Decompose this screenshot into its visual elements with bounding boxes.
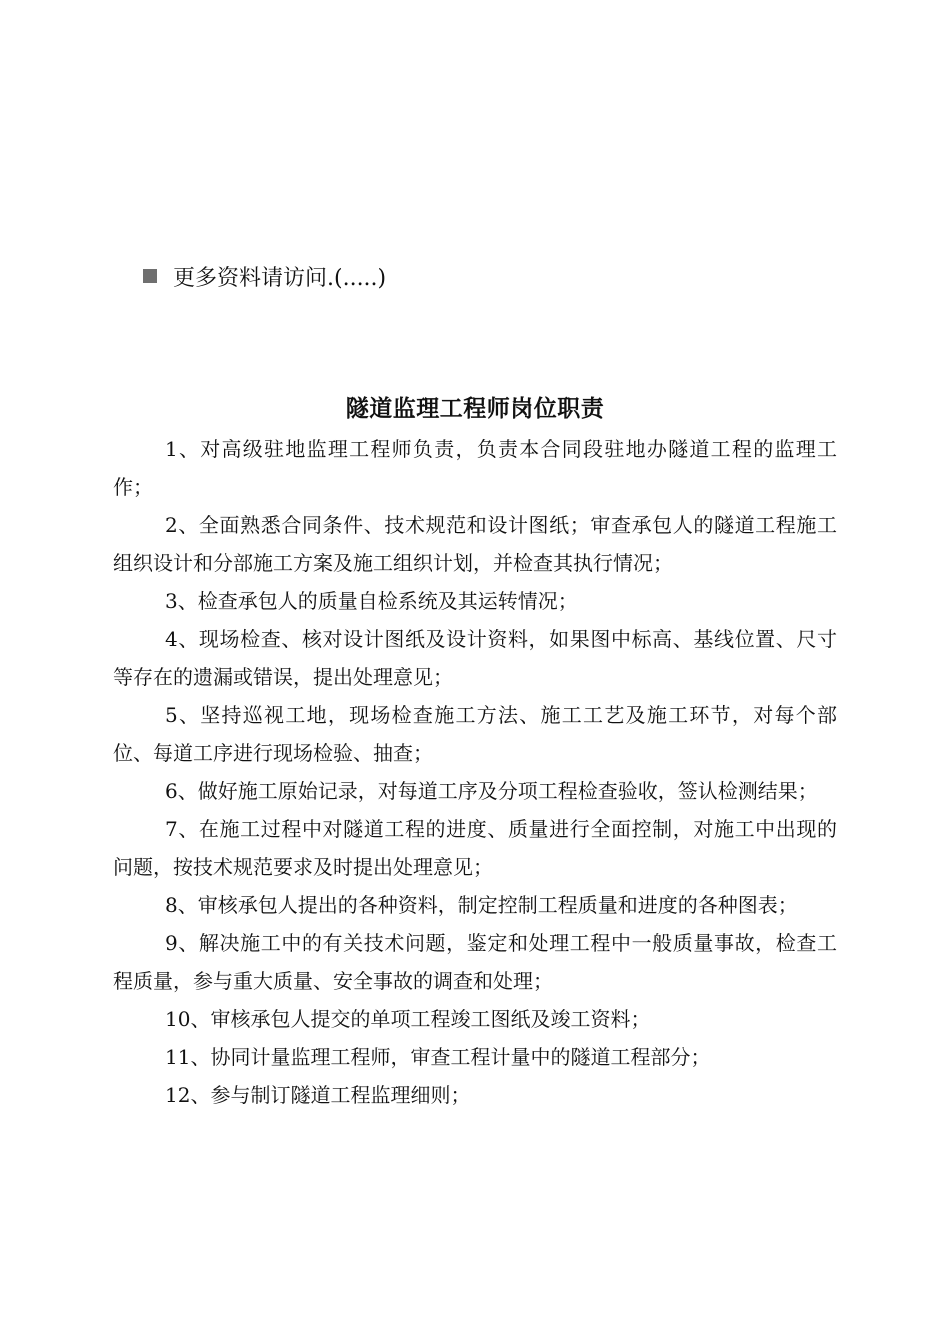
duty-item-11: 11、协同计量监理工程师，审查工程计量中的隧道工程部分； xyxy=(165,1045,711,1069)
more-info-text: 更多资料请访问.(.....) xyxy=(173,265,387,291)
duty-item-8: 8、审核承包人提出的各种资料，制定控制工程质量和进度的各种图表； xyxy=(165,893,798,917)
duty-item-12: 12、参与制订隧道工程监理细则； xyxy=(165,1083,471,1107)
duty-item-6: 6、做好施工原始记录，对每道工序及分项工程检查验收，签认检测结果； xyxy=(165,779,818,803)
duty-item-7: 7、在施工过程中对隧道工程的进度、质量进行全面控制，对施工中出现的问题，按技术规范要求及时提出处理意见； xyxy=(113,817,837,879)
square-bullet-icon xyxy=(143,269,157,283)
duty-item-1: 1、对高级驻地监理工程师负责，负责本合同段驻地办隧道工程的监理工作； xyxy=(113,437,837,499)
duties-list xyxy=(113,430,837,1114)
more-info-line xyxy=(143,258,386,294)
document-title: 隧道监理工程师岗位职责 xyxy=(345,396,605,422)
duty-item-3: 3、检查承包人的质量自检系统及其运转情况； xyxy=(165,589,578,613)
duty-item-5: 5、坚持巡视工地，现场检查施工方法、施工工艺及施工环节，对每个部位、每道工序进行现场检验、抽查； xyxy=(113,703,837,765)
duty-item-9: 9、解决施工中的有关技术问题，鉴定和处理工程中一般质量事故，检查工程质量，参与重大质量、安全事故的调查和处理； xyxy=(113,931,837,993)
duty-item-4: 4、现场检查、核对设计图纸及设计资料，如果图中标高、基线位置、尺寸等存在的遗漏或错误，提出处理意见； xyxy=(113,627,837,689)
duty-item-2: 2、全面熟悉合同条件、技术规范和设计图纸；审查承包人的隧道工程施工组织设计和分部施工方案及施工组织计划，并检查其执行情况； xyxy=(113,513,837,575)
duty-item-10: 10、审核承包人提交的单项工程竣工图纸及竣工资料； xyxy=(165,1007,651,1031)
